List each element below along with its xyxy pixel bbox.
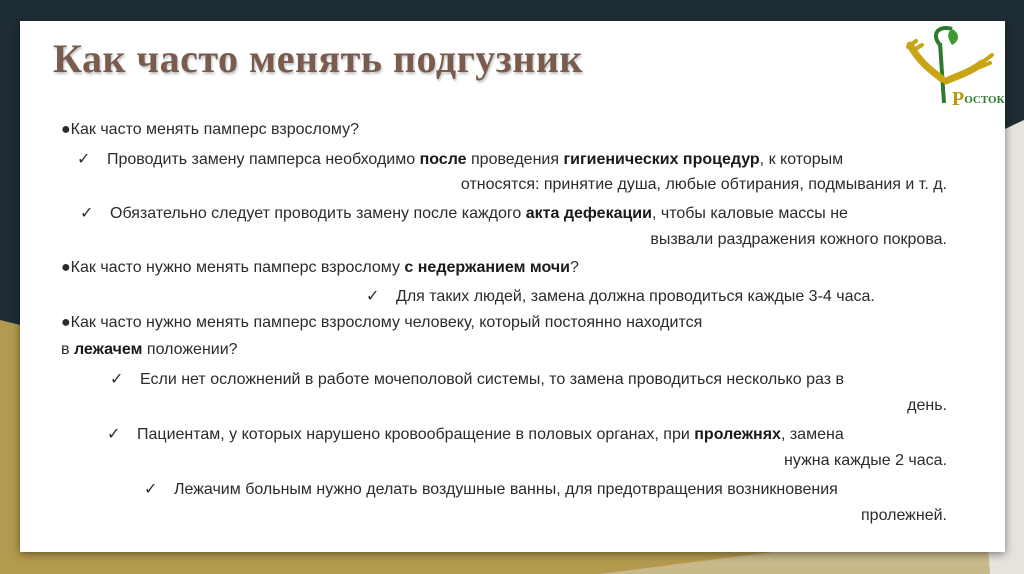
answer-3: ✓ Для таких людей, замена должна проводиться каждые 3-4 часа. [366, 288, 875, 305]
check-icon: ✓ [110, 371, 124, 388]
question-1: ●Как часто менять памперс взрослому? [61, 121, 359, 138]
check-icon: ✓ [77, 151, 91, 168]
answer-1-line-2: относятся: принятие душа, любые обтирания, подмывания и т. д. [460, 176, 947, 193]
slide-card [20, 21, 1005, 552]
check-icon: ✓ [144, 481, 158, 498]
answer-5-line-2: нужна каждые 2 часа. [784, 452, 947, 469]
question-2: ●Как часто нужно менять памперс взрослому с недержанием мочи? [61, 259, 579, 276]
answer-6-line-2: пролежней. [861, 507, 947, 524]
answer-6-line-1: ✓ Лежачим больным нужно делать воздушные ванны, для предотвращения возникновения [144, 481, 838, 498]
answer-5-line-1: ✓ Пациентам, у которых нарушено кровообращение в половых органах, при пролежнях, замена [107, 426, 844, 443]
check-icon: ✓ [80, 205, 94, 222]
answer-1-line-1: ✓ Проводить замену памперса необходимо после проведения гигиенических процедур, к которым [77, 151, 844, 168]
answer-2-line-1: ✓ Обязательно следует проводить замену после каждого акта дефекации, чтобы каловые массы не [80, 205, 848, 222]
slide-title: Как часто менять подгузник [53, 36, 583, 81]
answer-4-line-2: день. [907, 397, 947, 414]
question-3-line-2: в лежачем положении? [61, 341, 238, 358]
logo-label: РОСТОК [952, 88, 1005, 110]
check-icon: ✓ [107, 426, 121, 443]
slide-content [20, 21, 1005, 552]
check-icon: ✓ [366, 288, 380, 305]
question-3-line-1: ●Как часто нужно менять памперс взрослому человеку, который постоянно находится [61, 314, 703, 331]
answer-2-line-2: вызвали раздражения кожного покрова. [650, 231, 947, 248]
answer-4-line-1: ✓ Если нет осложнений в работе мочеполовой системы, то замена проводиться несколько раз в [110, 371, 844, 388]
